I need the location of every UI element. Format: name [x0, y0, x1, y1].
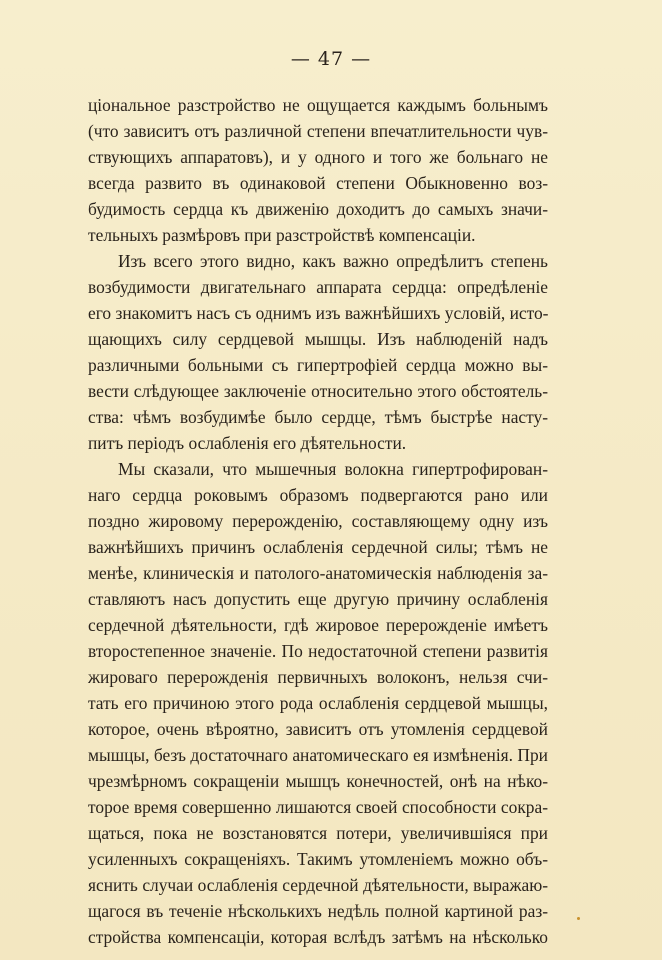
body-text [88, 92, 548, 950]
page-number: — 47 — [290, 48, 372, 70]
text-line: ства: чѣмъ возбудимѣе было сердце, тѣмъ быстрѣе насту- [88, 407, 548, 427]
text-line: ствующихъ аппаратовъ), и у одного и того же больнаго не [88, 147, 548, 167]
text-line: поздно жировому перерожденію, составляющему одну изъ [88, 511, 548, 531]
text-line: мышцы, безъ достаточнаго анатомическаго ея измѣненія. При [88, 745, 548, 765]
text-line: ставляютъ насъ допустить еще другую причину ослабленія [88, 589, 548, 609]
text-line: которое, очень вѣроятно, зависитъ отъ утомленія сердцевой [88, 719, 548, 739]
text-line: питъ періодъ ослабленія его дѣятельности. [88, 433, 407, 453]
text-line: торое время совершенно лишаются своей способности сокра- [88, 797, 548, 817]
text-line: чрезмѣрномъ сокращеніи мышцъ конечностей, онѣ на нѣко- [88, 771, 548, 791]
text-line: жироваго перерожденія первичныхъ волоконъ, нельзя счи- [88, 667, 548, 687]
text-line: его знакомитъ насъ съ однимъ изъ важнѣйшихъ условій, исто- [88, 303, 549, 323]
text-line: различными больными съ гипертрофіей сердца можно вы- [88, 355, 548, 375]
text-line: стройства компенсаціи, которая вслѣдъ затѣмъ на нѣсколько [88, 927, 548, 947]
text-line: вести слѣдующее заключеніе относительно этого обстоятель- [88, 381, 548, 401]
text-line: (что зависитъ отъ различной степени впечатлительности чув- [88, 121, 548, 141]
text-line: Изъ всего этого видно, какъ важно опредѣлитъ степень [118, 251, 548, 271]
text-line: важнѣйшихъ причинъ ослабленія сердечной силы; тѣмъ не [88, 537, 548, 557]
text-line: щаться, пока не возстановятся потери, увеличившіяся при [88, 823, 548, 843]
paper-speck [577, 917, 580, 920]
text-line: менѣе, клиническія и патолого-анатомическія наблюденія за- [88, 563, 548, 583]
text-line: щагося въ теченіе нѣсколькихъ недѣль полной картиной раз- [88, 901, 548, 921]
text-line: второстепенное значеніе. По недостаточной степени развитія [88, 641, 548, 661]
text-line: наго сердца роковымъ образомъ подвергаются рано или [88, 485, 548, 505]
text-line: усиленныхъ сокращеніяхъ. Такимъ утомленіемъ можно объ- [88, 849, 548, 869]
text-line: тать его причиною этого рода ослабленія сердцевой мышцы, [88, 693, 548, 713]
text-line: возбудимости двигательнаго аппарата сердца: опредѣленіе [88, 277, 548, 297]
text-line: всегда развито въ одинаковой степени Обыкновенно воз- [88, 173, 548, 193]
text-line: сердечной дѣятельности, гдѣ жировое перерожденіе имѣетъ [88, 615, 548, 635]
text-line: щающихъ силу сердцевой мышцы. Изъ наблюденій надъ [88, 329, 548, 349]
text-line: будимость сердца къ движенію доходитъ до самыхъ значи- [88, 199, 548, 219]
text-line: Мы сказали, что мышечныя волокна гипертрофирован- [118, 459, 548, 479]
text-line: яснить случаи ослабленія сердечной дѣятельности, выражаю- [88, 875, 548, 895]
text-line: тельныхъ размѣровъ при разстройствѣ компенсаціи. [88, 225, 476, 245]
text-line: ціональное разстройство не ощущается каждымъ больнымъ [88, 95, 548, 115]
